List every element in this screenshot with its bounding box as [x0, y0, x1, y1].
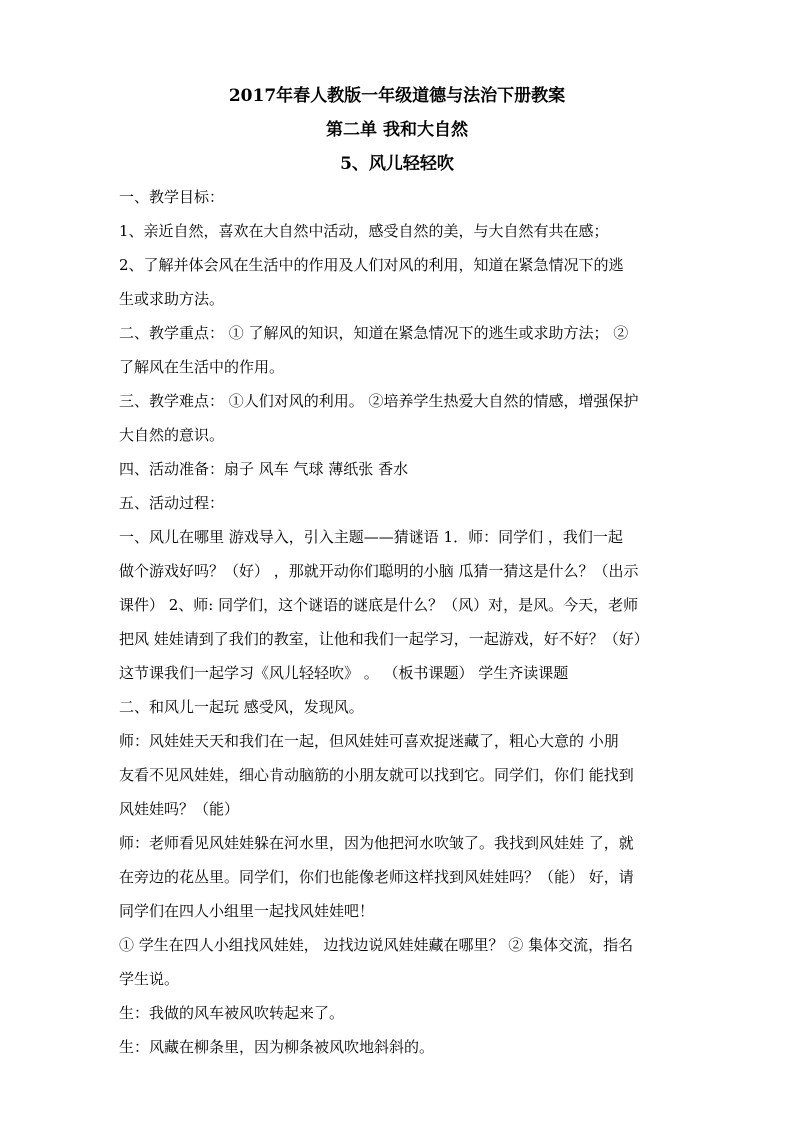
- process-paragraph-1-line-5: 这节课我们一起学习《风儿轻轻吹》 。 （板书课题） 学生齐读课题: [119, 664, 569, 682]
- process-paragraph-1-line-2: 做个游戏好吗？（好） ，那就开动你们聪明的小脑 瓜猜一猜这是什么？（出示: [119, 562, 639, 580]
- process-paragraph-2-line-1: 师：风娃娃天天和我们在一起，但风娃娃可喜欢捉迷藏了，粗心大意的 小朋: [119, 732, 619, 750]
- process-paragraph-1-line-3: 课件） 2、师: 同学们，这个谜语的谜底是什么？（风）对，是风。今天，老师: [119, 596, 639, 614]
- unit-heading: 第二单 我和大自然: [326, 120, 468, 140]
- process-paragraph-2-line-2: 友看不见风娃娃，细心肯动脑筋的小朋友就可以找到它。同学们，你们 能找到: [119, 766, 634, 784]
- process-paragraph-3-line-1: 师：老师看见风娃娃躲在河水里，因为他把河水吹皱了。我找到风娃娃 了，就: [119, 834, 634, 852]
- process-paragraph-1-line-1: 一、风儿在哪里 游戏导入，引入主题——猜谜语 1．师：同学们 ，我们一起: [119, 528, 623, 546]
- student-answer-2: 生：风藏在柳条里，因为柳条被风吹地斜斜的。: [119, 1038, 435, 1056]
- student-answer-1: 生：我做的风车被风吹转起来了。: [119, 1004, 345, 1022]
- activity-preparation: 四、活动准备：扇子 风车 气球 薄纸张 香水: [119, 460, 409, 478]
- objective-1: 1、亲近自然，喜欢在大自然中活动，感受自然的美，与大自然有共在感；: [119, 222, 609, 240]
- group-activity-line-1: ① 学生在四人小组找风娃娃， 边找边说风娃娃藏在哪里？ ② 集体交流，指名: [119, 936, 634, 954]
- process-paragraph-2-line-3: 风娃娃吗？（能）: [119, 800, 240, 818]
- lesson-heading: 5、风儿轻轻吹: [340, 154, 454, 174]
- key-points: 二、教学重点： ① 了解风的知识，知道在紧急情况下的逃生或求助方法； ②: [119, 324, 629, 342]
- difficult-points: 三、教学难点： ①人们对风的利用。 ②培养学生热爱大自然的情感，增强保护: [119, 392, 639, 410]
- process-paragraph-1-line-4: 把风 娃娃请到了我们的教室，让他和我们一起学习，一起游戏，好不好？（好）: [119, 630, 649, 648]
- process-paragraph-3-line-2: 在旁边的花丛里。同学们，你们也能像老师这样找到风娃娃吗？（能） 好，请: [119, 868, 634, 886]
- difficult-points-continued: 大自然的意识。: [119, 426, 225, 444]
- process-section-2-heading: 二、和风儿一起玩 感受风，发现风。: [119, 698, 364, 716]
- activity-process-heading: 五、活动过程：: [119, 494, 225, 512]
- process-paragraph-3-line-3: 同学们在四人小组里一起找风娃娃吧！: [119, 902, 375, 920]
- group-activity-line-2: 学生说。: [119, 970, 180, 988]
- document-title: 2017年春人教版一年级道德与法治下册教案: [228, 86, 566, 106]
- objective-2: 2、了解并体会风在生活中的作用及人们对风的利用，知道在紧急情况下的逃: [119, 256, 624, 274]
- key-points-continued: 了解风在生活中的作用。: [119, 358, 285, 376]
- section-objectives-heading: 一、教学目标：: [119, 188, 225, 206]
- objective-2-continued: 生或求助方法。: [119, 290, 225, 308]
